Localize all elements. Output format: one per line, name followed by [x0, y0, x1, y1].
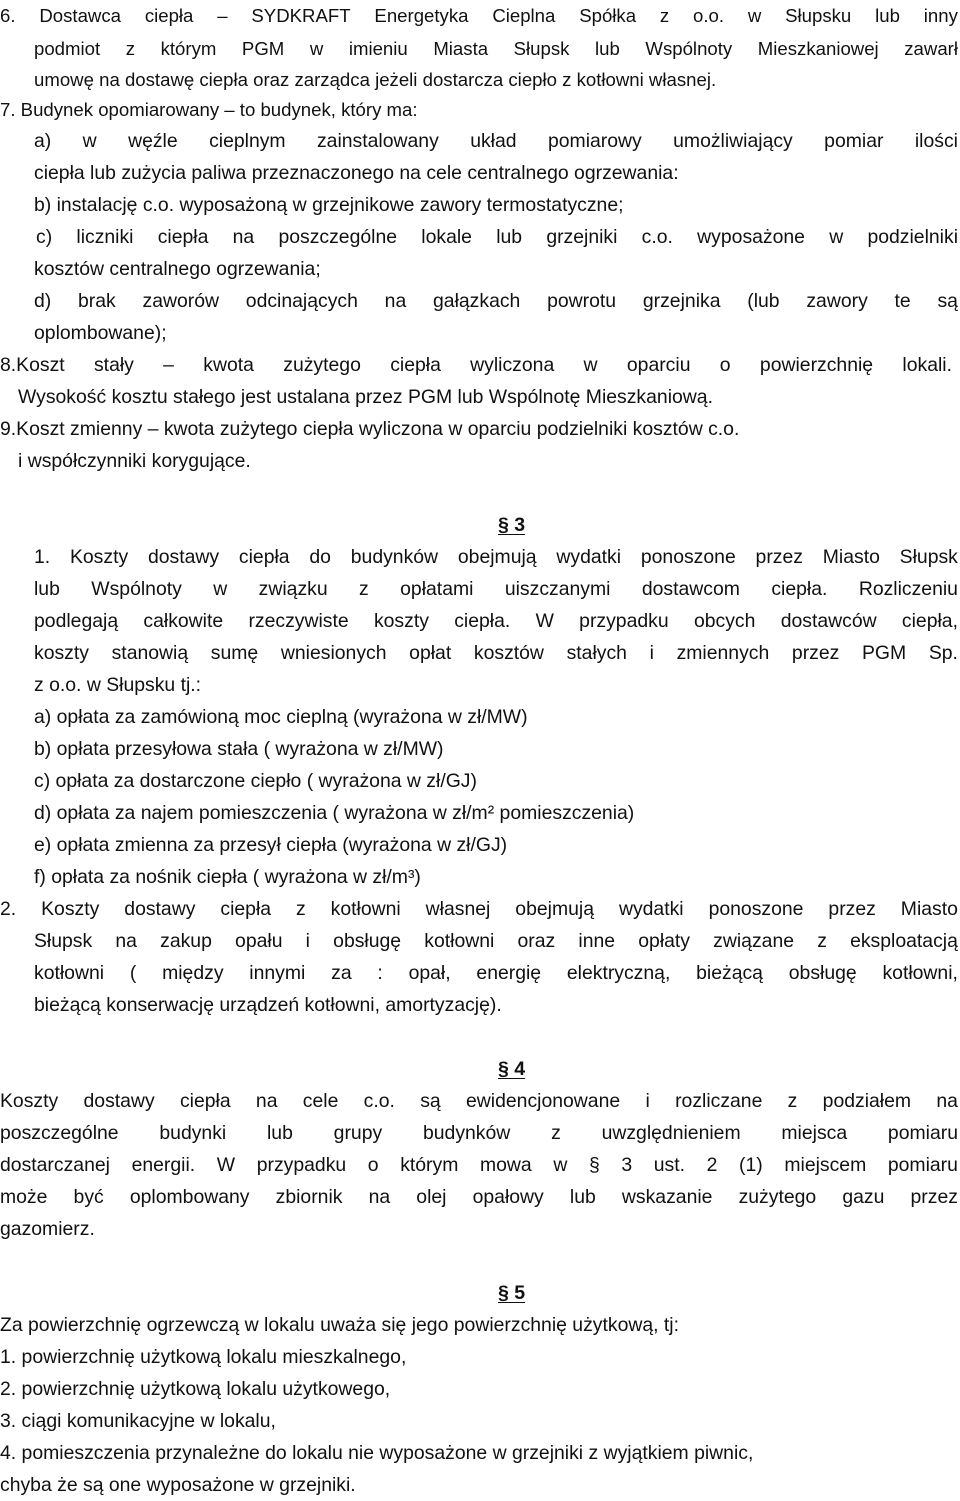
section-3-p1-line-2: lub Wspólnoty w związku z opłatami uiszczanymi dostawcom ciepła. Rozliczeniu: [34, 578, 958, 600]
fee-item-f: f) opłata za nośnik ciepła ( wyrażona w zł/m³): [34, 866, 421, 888]
item6-line-2: podmiot z którym PGM w imieniu Miasta Słupsk lub Wspólnoty Mieszkaniowej zawarł: [34, 38, 958, 59]
section-3-p2-line-2: Słupsk na zakup opału i obsługę kotłowni oraz inne opłaty związane z eksploatacją: [34, 930, 958, 952]
section-3-p1-line-1: 1. Koszty dostawy ciepła do budynków obejmują wydatki ponoszone przez Miasto Słupsk: [34, 546, 958, 568]
section-4-line-2: poszczególne budynki lub grupy budynków z uwzględnieniem miejsca pomiaru: [0, 1122, 958, 1144]
item7-line-7: d) brak zaworów odcinających na gałązkach powrotu grzejnika (lub zawory te są: [34, 290, 958, 312]
fee-item-a: a) opłata za zamówioną moc cieplną (wyrażona w zł/MW): [34, 706, 528, 728]
section-4-line-5: gazomierz.: [0, 1218, 95, 1240]
item8-line-2: Wysokość kosztu stałego jest ustalana przez PGM lub Wspólnotę Mieszkaniową.: [18, 386, 713, 408]
item7-line-8: oplombowane);: [34, 322, 167, 344]
item9-line-1: 9.Koszt zmienny – kwota zużytego ciepła wyliczona w oparciu podzielniki kosztów c.o.: [0, 418, 740, 440]
item8-line-1: 8.Koszt stały – kwota zużytego ciepła wyliczona w oparciu o powierzchnię lokali.: [0, 354, 952, 376]
section-5-line-2: 1. powierzchnię użytkową lokalu mieszkalnego,: [0, 1346, 407, 1368]
fee-item-c: c) opłata za dostarczone ciepło ( wyrażona w zł/GJ): [34, 770, 477, 792]
item7-line-6: kosztów centralnego ogrzewania;: [34, 258, 321, 280]
section-3-p2-line-1: 2. Koszty dostawy ciepła z kotłowni własnej obejmują wydatki ponoszone przez Miasto: [0, 898, 958, 920]
item7-line-4: b) instalację c.o. wyposażoną w grzejnikowe zawory termostatyczne;: [34, 194, 624, 216]
fee-item-d: d) opłata za najem pomieszczenia ( wyrażona w zł/m² pomieszczenia): [34, 802, 635, 824]
section-5-line-4: 3. ciągi komunikacyjne w lokalu,: [0, 1410, 276, 1432]
section-4-line-1: Koszty dostawy ciepła na cele c.o. są ewidencjonowane i rozliczane z podziałem na: [0, 1090, 958, 1112]
section-3-heading: § 3: [498, 514, 526, 536]
section-3-p1-line-5: z o.o. w Słupsku tj.:: [34, 674, 202, 696]
section-4-line-4: może być oplombowany zbiornik na olej opałowy lub wskazanie zużytego gazu przez: [0, 1186, 958, 1208]
section-3-p1-line-4: koszty stanowią sumę wniesionych opłat kosztów stałych i zmiennych przez PGM Sp.: [34, 642, 958, 664]
section-5-heading: § 5: [498, 1282, 526, 1304]
item6-line-1: 6. Dostawca ciepła – SYDKRAFT Energetyka Cieplna Spółka z o.o. w Słupsku lub inny: [0, 5, 958, 26]
section-4-line-3: dostarczanej energii. W przypadku o którym mowa w § 3 ust. 2 (1) miejscem pomiaru: [0, 1154, 958, 1176]
item7-line-3: ciepła lub zużycia paliwa przeznaczonego na cele centralnego ogrzewania:: [34, 162, 679, 184]
section-5-line-3: 2. powierzchnię użytkową lokalu użytkowego,: [0, 1378, 391, 1400]
section-5-line-5: 4. pomieszczenia przynależne do lokalu nie wyposażone w grzejniki z wyjątkiem piwnic,: [0, 1442, 754, 1464]
section-4-heading: § 4: [498, 1058, 526, 1080]
section-5-line-6: chyba że są one wyposażone w grzejniki.: [0, 1474, 356, 1496]
section-3-p1-line-3: podlegają całkowite rzeczywiste koszty ciepła. W przypadku obcych dostawców ciepła,: [34, 610, 958, 632]
item7-line-5: c) liczniki ciepła na poszczególne lokale lub grzejniki c.o. wyposażone w podzielniki: [36, 226, 958, 248]
section-5-line-1: Za powierzchnię ogrzewczą w lokalu uważa się jego powierzchnię użytkową, tj:: [0, 1314, 679, 1336]
item7-line-1: 7. Budynek opomiarowany – to budynek, który ma:: [0, 99, 418, 120]
item6-line-3: umowę na dostawę ciepła oraz zarządca jeżeli dostarcza ciepło z kotłowni własnej.: [34, 69, 717, 90]
item9-line-2: i współczynniki korygujące.: [18, 450, 251, 472]
item7-line-2: a) w węźle cieplnym zainstalowany układ pomiarowy umożliwiający pomiar ilości: [34, 130, 958, 152]
fee-item-b: b) opłata przesyłowa stała ( wyrażona w zł/MW): [34, 738, 444, 760]
section-3-p2-line-3: kotłowni ( między innymi za : opał, energię elektryczną, bieżącą obsługę kotłowni,: [34, 962, 958, 984]
section-3-p2-line-4: bieżącą konserwację urządzeń kotłowni, amortyzację).: [34, 994, 502, 1016]
fee-item-e: e) opłata zmienna za przesył ciepła (wyrażona w zł/GJ): [34, 834, 508, 856]
